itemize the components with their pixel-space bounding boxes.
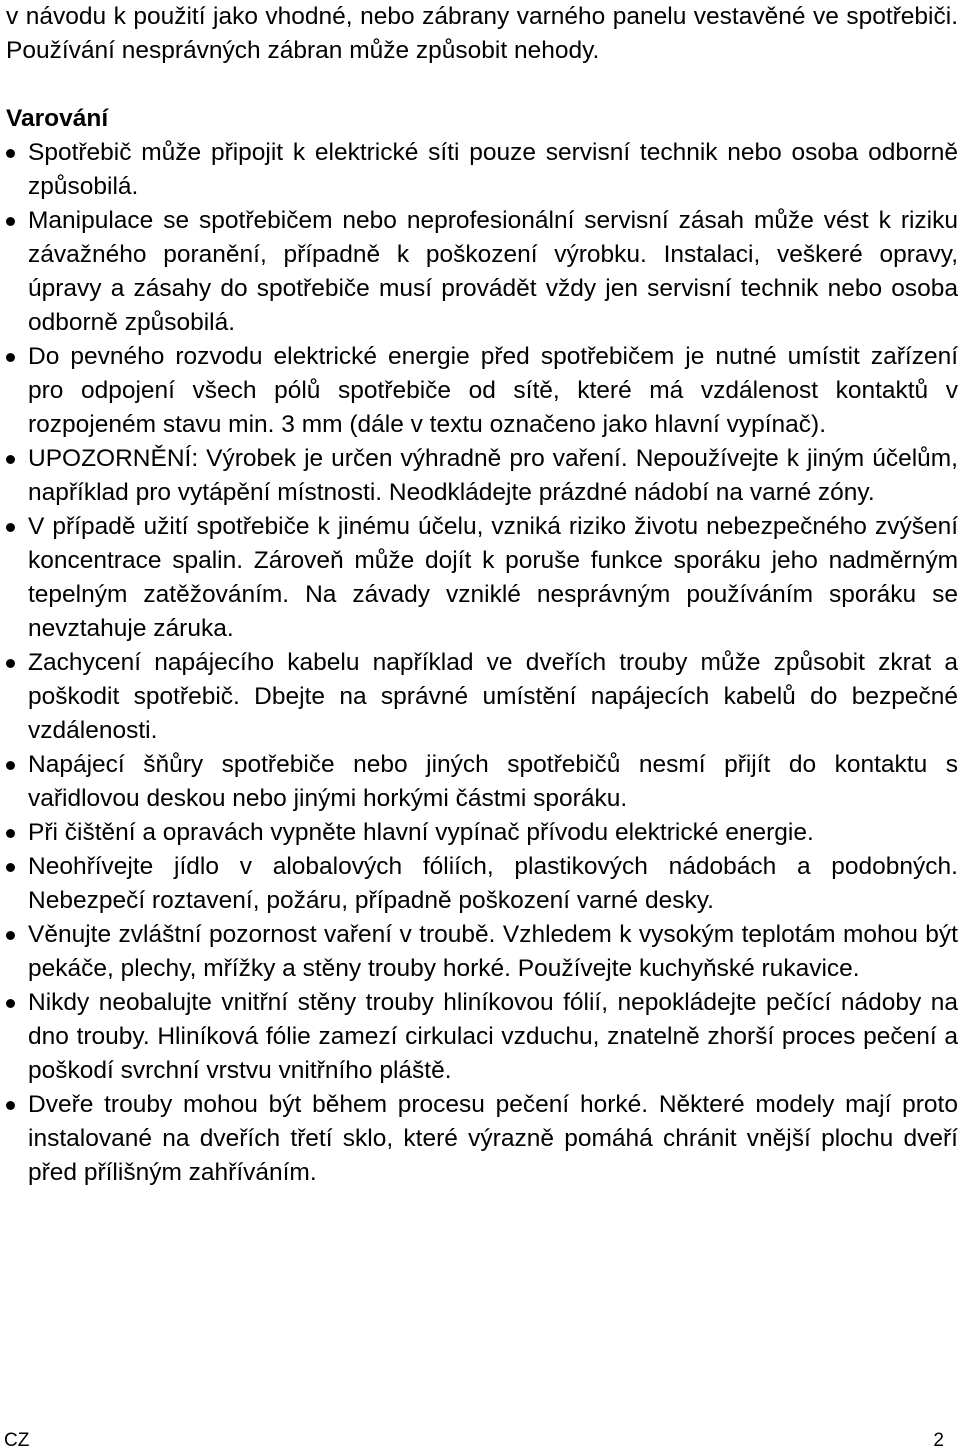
page-number: 2 xyxy=(933,1430,944,1451)
bullet-icon xyxy=(6,863,15,872)
list-item xyxy=(6,918,958,986)
bullet-icon xyxy=(6,659,15,668)
bullet-icon xyxy=(6,149,15,158)
list-item-text: Nikdy neobalujte vnitřní stěny trouby hliníkovou fólií, nepokládejte pečící nádoby na dno trouby. Hliníková fólie zamezí cirkulaci vzduchu, znatelně zhorší proces pečení a poškodí svrchní vrstvu vnitřního pláště. xyxy=(28,989,958,1084)
list-item xyxy=(6,986,958,1088)
bullet-icon xyxy=(6,931,15,940)
list-item xyxy=(6,340,958,442)
document-page xyxy=(6,0,958,1190)
list-item xyxy=(6,850,958,918)
list-item-text: Neohřívejte jídlo v alobalových fóliích, plastikových nádobách a podobných. Nebezpečí roztavení, požáru, případně poškození varné desky. xyxy=(28,853,958,914)
list-item xyxy=(6,442,958,510)
bullet-icon xyxy=(6,761,15,770)
list-item-text: Při čištění a opravách vypněte hlavní vypínač přívodu elektrické energie. xyxy=(28,819,814,846)
bullet-icon xyxy=(6,829,15,838)
warning-list xyxy=(6,136,958,1190)
bullet-icon xyxy=(6,353,15,362)
list-item-text: Spotřebič může připojit k elektrické síti pouze servisní technik nebo osoba odborně způsobilá. xyxy=(28,139,958,200)
footer-language: CZ xyxy=(4,1430,30,1451)
list-item-text: Manipulace se spotřebičem nebo neprofesionální servisní zásah může vést k riziku závažného poranění, případně k poškození výrobku. Instalaci, veškeré opravy, úpravy a zásahy do spotřebiče musí provádět vždy jen servisní technik nebo osoba odborně způsobilá. xyxy=(28,207,958,336)
list-item xyxy=(6,1088,958,1190)
list-item xyxy=(6,204,958,340)
list-item xyxy=(6,646,958,748)
list-item xyxy=(6,748,958,816)
list-item xyxy=(6,136,958,204)
list-item xyxy=(6,816,958,850)
warning-heading: Varování xyxy=(6,105,109,132)
list-item-text: Napájecí šňůry spotřebiče nebo jiných spotřebičů nesmí přijít do kontaktu s vařidlovou deskou nebo jinými horkými částmi sporáku. xyxy=(28,751,958,812)
list-item-text: Do pevného rozvodu elektrické energie před spotřebičem je nutné umístit zařízení pro odpojení všech pólů spotřebiče od sítě, které má vzdálenost kontaktů v rozpojeném stavu min. 3 mm (dále v textu označeno jako hlavní vypínač). xyxy=(28,343,958,438)
intro-paragraph: v návodu k použití jako vhodné, nebo zábrany varného panelu vestavěné ve spotřebiči. Používání nesprávných zábran může způsobit nehody. xyxy=(6,3,958,64)
bullet-icon xyxy=(6,523,15,532)
bullet-icon xyxy=(6,1101,15,1110)
bullet-icon xyxy=(6,217,15,226)
list-item xyxy=(6,510,958,646)
list-item-text: Věnujte zvláštní pozornost vaření v troubě. Vzhledem k vysokým teplotám mohou být pekáče, plechy, mřížky a stěny trouby horké. Používejte kuchyňské rukavice. xyxy=(28,921,958,982)
bullet-icon xyxy=(6,999,15,1008)
list-item-text: Dveře trouby mohou být během procesu pečení horké. Některé modely mají proto instalované na dveřích třetí sklo, které výrazně pomáhá chránit vnější plochu dveří před přílišným zahříváním. xyxy=(28,1091,958,1186)
list-item-text: V případě užití spotřebiče k jinému účelu, vzniká riziko životu nebezpečného zvýšení koncentrace spalin. Zároveň může dojít k poruše funkce sporáku jeho nadměrným tepelným zatěžováním. Na závady vzniklé nesprávným používáním sporáku se nevztahuje záruka. xyxy=(28,513,958,642)
list-item-text: Zachycení napájecího kabelu například ve dveřích trouby může způsobit zkrat a poškodit spotřebič. Dbejte na správné umístění napájecích kabelů do bezpečné vzdálenosti. xyxy=(28,649,958,744)
bullet-icon xyxy=(6,455,15,464)
list-item-text: UPOZORNĚNÍ: Výrobek je určen výhradně pro vaření. Nepoužívejte k jiným účelům, například pro vytápění místnosti. Neodkládejte prázdné nádobí na varné zóny. xyxy=(28,445,958,506)
